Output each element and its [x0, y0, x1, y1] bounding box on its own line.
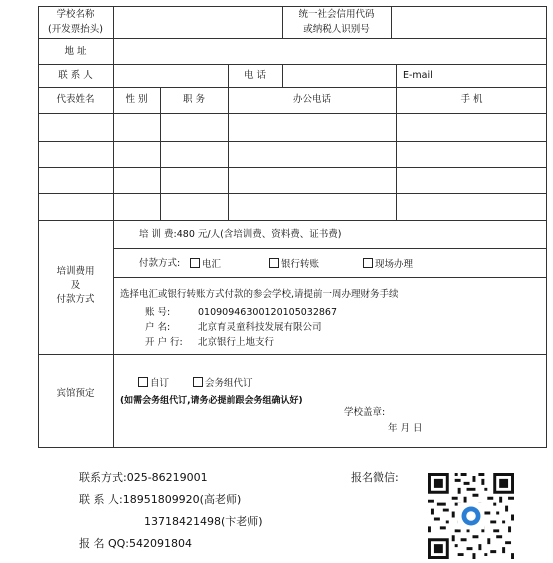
seal-label: 学校盖章:	[344, 407, 386, 418]
row-line	[113, 277, 547, 278]
school-name-sublabel: (开发票抬头)	[48, 24, 103, 35]
row-line	[38, 38, 547, 39]
fee-line: 培 训 费:480 元/人(含培训费、资料费、证书费)	[139, 229, 342, 240]
border-bottom	[38, 447, 547, 448]
contact-person-2: 13718421498(卞老师)	[144, 515, 263, 528]
payment-option-wire[interactable]: 电汇	[190, 258, 221, 270]
col-line	[228, 87, 229, 221]
school-name-label: 学校名称	[56, 9, 95, 20]
border-top	[38, 6, 547, 7]
col-header-mobile: 手 机	[460, 94, 483, 105]
payment-notice: 选择电汇或银行转账方式付款的参会学校,请提前一周办理财务手续	[120, 289, 399, 300]
bank-label: 开 户 行:	[145, 337, 183, 348]
checkbox[interactable]	[190, 258, 200, 268]
fee-section-label: 培训费用	[56, 266, 95, 277]
hotel-option-self[interactable]: 自订	[138, 377, 169, 389]
checkbox[interactable]	[138, 377, 148, 387]
checkbox[interactable]	[363, 258, 373, 268]
address-label: 地 址	[64, 46, 87, 57]
row-line	[38, 193, 547, 194]
qq-contact: 报 名 QQ:542091804	[79, 537, 193, 550]
bank-value: 北京银行上地支行	[198, 337, 275, 348]
row-line	[38, 64, 547, 65]
payment-method-label: 付款方式:	[139, 258, 181, 269]
hotel-section-label: 宾馆预定	[56, 388, 95, 399]
holder-label: 户 名:	[145, 322, 171, 333]
contact-label: 联 系 人	[58, 70, 93, 81]
hotel-option-organizer[interactable]: 会务组代订	[193, 377, 253, 389]
account-label: 账 号:	[145, 307, 171, 318]
col-header-office-phone: 办公电话	[292, 94, 331, 105]
fee-section-label-and: 及	[70, 280, 81, 291]
hotel-note: (如需会务组代订,请务必提前跟会务组确认好)	[120, 396, 303, 406]
registration-form	[38, 6, 547, 447]
col-line	[282, 64, 283, 88]
col-header-position: 职 务	[182, 94, 206, 105]
phone-label: 电 话	[243, 70, 267, 81]
row-line	[38, 354, 547, 355]
fee-section-label-payment: 付款方式	[56, 294, 95, 305]
row-line	[38, 87, 547, 88]
row-line	[38, 141, 547, 142]
payment-option-onsite[interactable]: 现场办理	[363, 258, 413, 270]
date-line: 年 月 日	[388, 423, 423, 434]
col-line	[396, 64, 397, 88]
checkbox[interactable]	[193, 377, 203, 387]
wechat-qr-code-icon	[428, 473, 514, 559]
payment-option-bank-transfer[interactable]: 银行转账	[269, 258, 319, 270]
wechat-label: 报名微信:	[351, 471, 399, 484]
row-line	[38, 220, 547, 221]
col-line	[113, 6, 114, 448]
credit-code-sublabel: 或纳税人识别号	[303, 24, 370, 35]
account-value: 0109094630012010503286​7	[198, 307, 338, 318]
row-line	[38, 167, 547, 168]
contact-person: 联 系 人:18951809920(高老师)	[79, 493, 242, 506]
row-line	[38, 113, 547, 114]
col-line	[391, 6, 392, 39]
row-line	[113, 248, 547, 249]
holder-value: 北京育灵童科技发展有限公司	[198, 322, 322, 333]
footer	[0, 460, 553, 563]
col-line	[396, 87, 397, 221]
contact-method: 联系方式:025-86219001	[79, 471, 208, 484]
checkbox[interactable]	[269, 258, 279, 268]
credit-code-label: 统一社会信用代码	[298, 9, 375, 20]
border-right	[546, 6, 547, 448]
col-header-rep-name: 代表姓名	[56, 94, 95, 105]
col-line	[160, 87, 161, 221]
email-label: E-mail	[403, 70, 433, 81]
col-header-gender: 性 别	[125, 94, 148, 105]
